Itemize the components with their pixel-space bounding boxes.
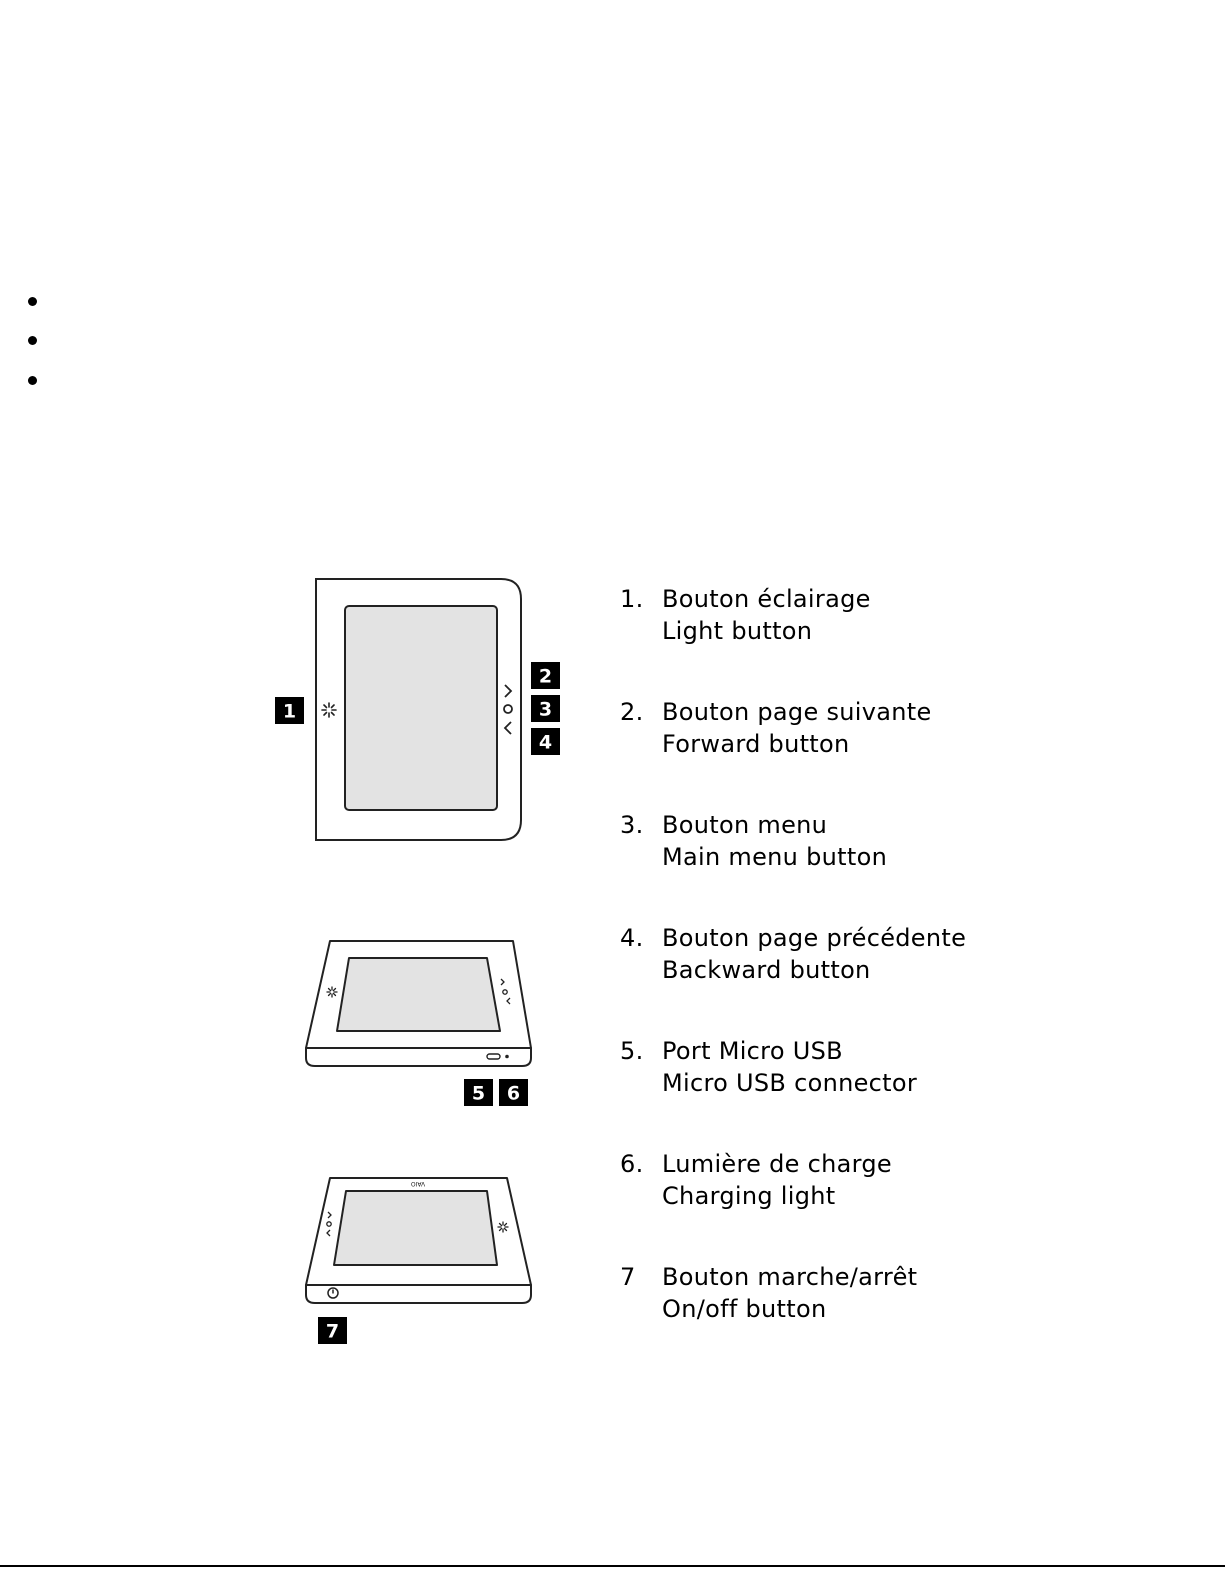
legend-item <box>620 809 1200 922</box>
callout-badge-2 <box>531 662 560 689</box>
legend-item <box>620 1035 1200 1148</box>
legend-number: 7 <box>620 1263 636 1291</box>
legend-number: 5. <box>620 1037 644 1065</box>
legend-item <box>620 922 1200 1035</box>
callout-badge-1 <box>275 697 304 724</box>
legend-label-fr: Port Micro USB <box>662 1037 843 1065</box>
charging-light-icon <box>505 1055 509 1059</box>
angled-view-usb-illustration <box>306 941 531 1066</box>
legend-label-en: On/off button <box>662 1295 827 1323</box>
legend-label-fr: Bouton page précédente <box>662 924 967 952</box>
legend-label-fr: Lumière de charge <box>662 1150 892 1178</box>
svg-text:4: 4 <box>538 731 553 754</box>
svg-text:3: 3 <box>538 698 553 721</box>
callout-badge-4 <box>531 728 560 755</box>
legend-label-en: Micro USB connector <box>662 1069 918 1097</box>
button-legend-list <box>620 583 1200 1374</box>
callout-badge-5 <box>464 1079 493 1106</box>
legend-label-en: Backward button <box>662 956 871 984</box>
legend-number: 2. <box>620 698 644 726</box>
legend-number: 1. <box>620 585 644 613</box>
legend-number: 3. <box>620 811 644 839</box>
legend-label-fr: Bouton éclairage <box>662 585 871 613</box>
svg-text:2: 2 <box>538 665 553 688</box>
svg-text:7: 7 <box>325 1320 340 1343</box>
legend-label-fr: Bouton page suivante <box>662 698 932 726</box>
legend-label-fr: Bouton menu <box>662 811 828 839</box>
angled-view-power-illustration <box>306 1178 531 1303</box>
legend-item <box>620 583 1200 696</box>
callout-badge-7 <box>318 1317 347 1344</box>
legend-item <box>620 1261 1200 1374</box>
svg-text:6: 6 <box>506 1082 521 1105</box>
legend-number: 4. <box>620 924 644 952</box>
callout-badge-3 <box>531 695 560 722</box>
page-bottom-rule <box>0 1565 1225 1567</box>
svg-text:5: 5 <box>471 1082 486 1105</box>
legend-label-en: Charging light <box>662 1182 836 1210</box>
legend-label-fr: Bouton marche/arrêt <box>662 1263 918 1291</box>
legend-item <box>620 1148 1200 1261</box>
legend-label-en: Light button <box>662 617 813 645</box>
legend-label-en: Main menu button <box>662 843 888 871</box>
svg-text:1: 1 <box>282 700 297 723</box>
legend-number: 6. <box>620 1150 644 1178</box>
legend-item <box>620 696 1200 809</box>
device-logo: VAIO <box>410 1180 426 1187</box>
front-view-illustration <box>316 579 521 840</box>
callout-badge-6 <box>499 1079 528 1106</box>
legend-label-en: Forward button <box>662 730 850 758</box>
